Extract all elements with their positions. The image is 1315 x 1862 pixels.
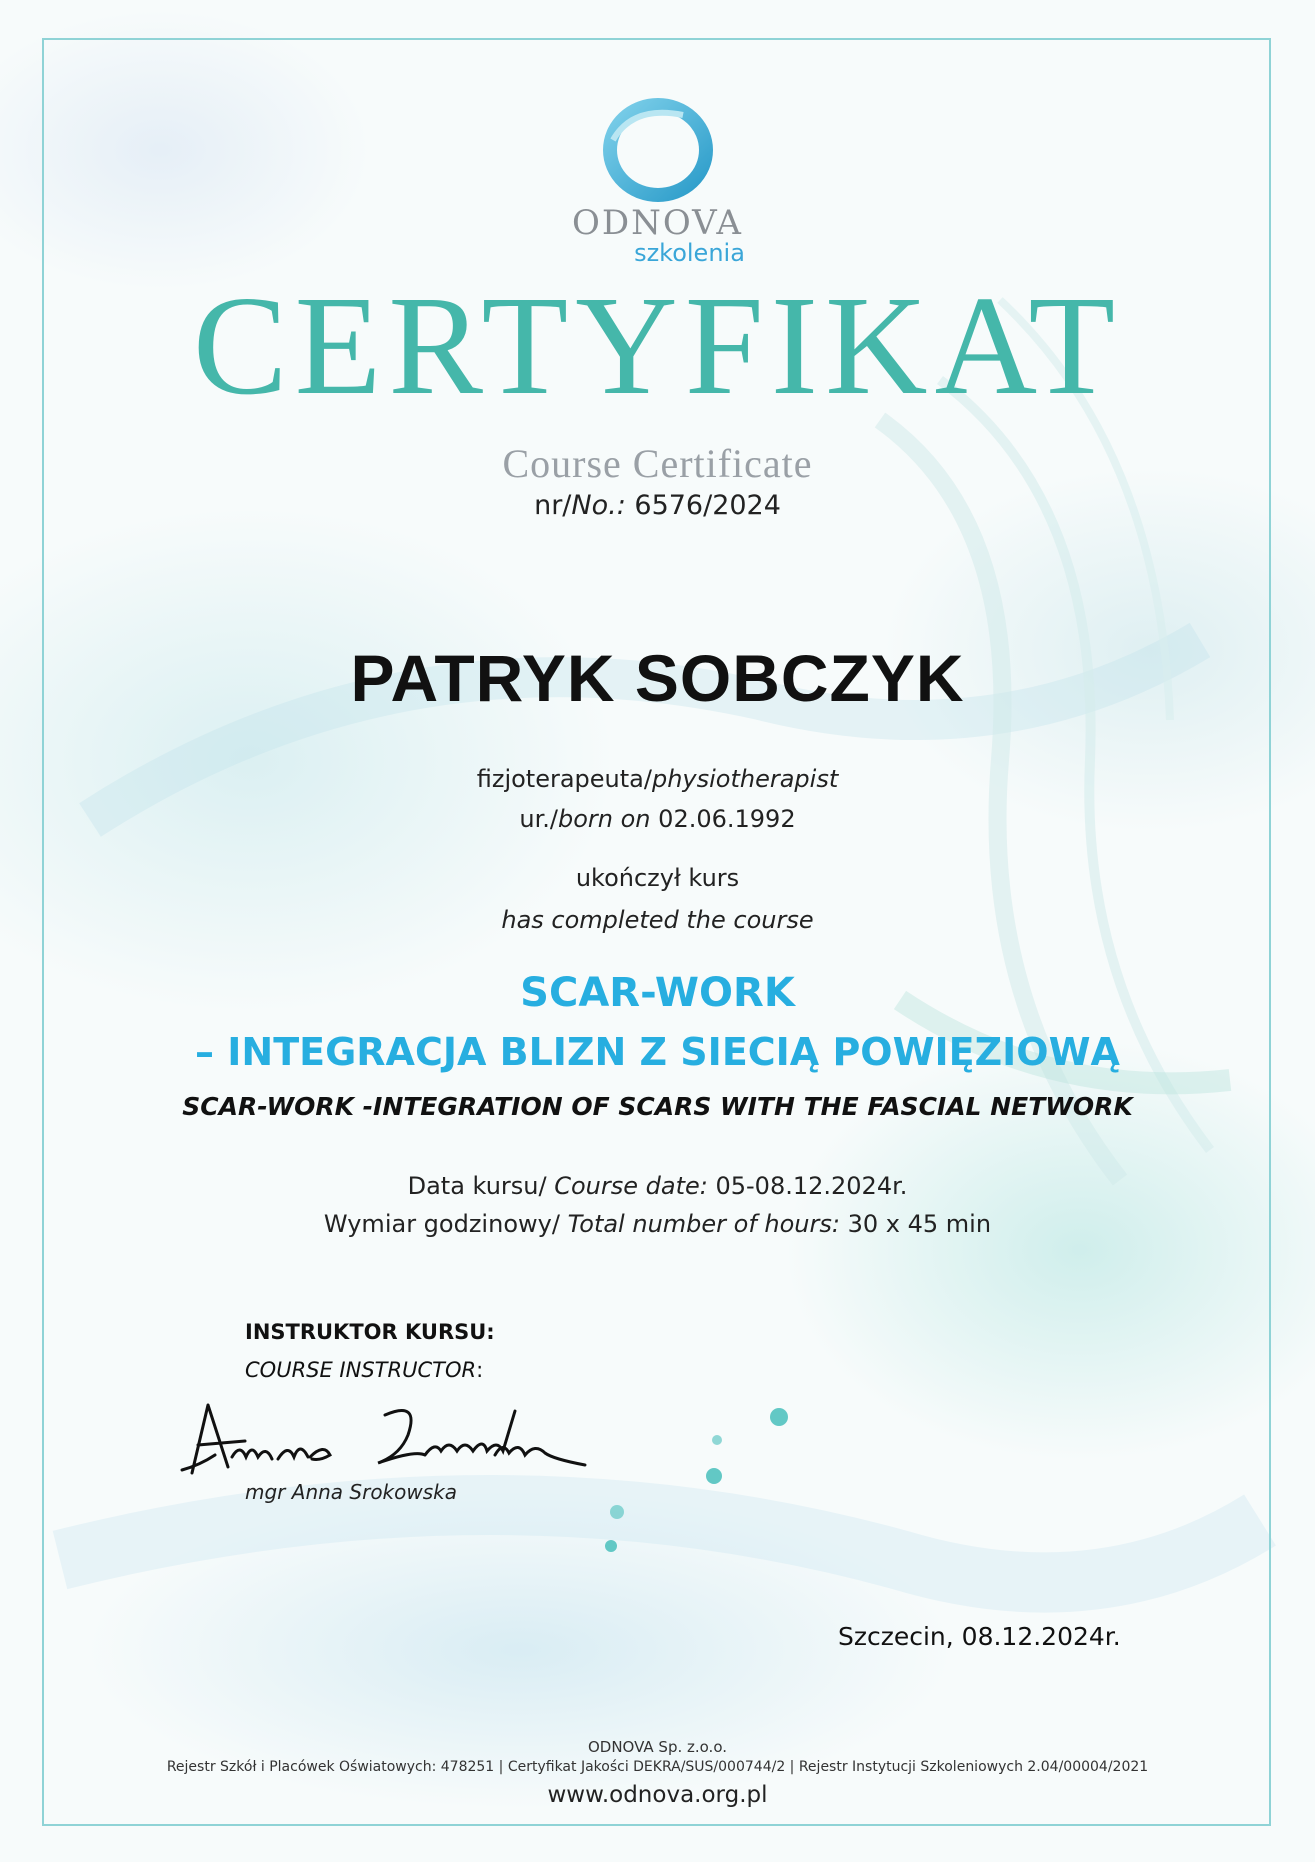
certificate-subtitle: Course Certificate [502, 441, 813, 486]
decorative-dot [770, 1408, 788, 1426]
decorative-dot [605, 1540, 617, 1552]
completed-text-en: has completed the course [501, 906, 814, 934]
certificate-title: CERTYFIKAT [192, 266, 1123, 424]
footer-registry: Rejestr Szkół i Placówek Oświatowych: 478251 | Certyfikat Jakości DEKRA/SUS/000744/2 | Rejestr Instytucji Szkoleniowych 2.04/00004/2021 [166, 1759, 1149, 1775]
profession-en: physiotherapist [651, 765, 839, 793]
course-hours-value: 30 x 45 min [847, 1210, 992, 1238]
logo-swirl-icon [593, 95, 723, 205]
certificate-number-prefix-pl: nr/ [534, 490, 572, 521]
decorative-dot [610, 1505, 624, 1519]
certificate-number-value: 6576/2024 [634, 490, 781, 521]
course-date [0, 1172, 1315, 1200]
course-date-value: 05-08.12.2024r. [715, 1172, 908, 1200]
course-date-label-en: Course date: [554, 1172, 708, 1200]
course-title-english: SCAR-WORK -INTEGRATION OF SCARS WITH THE FASCIAL NETWORK [182, 1092, 1133, 1121]
course-title-line2: – INTEGRACJA BLIZN Z SIECIĄ POWIĘZIOWĄ [195, 1030, 1120, 1074]
instructor-label-en-text: COURSE INSTRUCTOR [245, 1358, 477, 1382]
certificate-number [0, 490, 1315, 521]
odnova-logo [0, 95, 1315, 265]
footer-company: ODNOVA Sp. z.o.o. [587, 1738, 728, 1756]
recipient-name: PATRYK SOBCZYK [350, 641, 965, 715]
instructor-label-colon: : [476, 1358, 484, 1382]
course-date-label-pl: Data kursu/ [407, 1172, 547, 1200]
logo-brand-subtitle: szkolenia [634, 239, 745, 267]
born-date: 02.06.1992 [658, 805, 796, 833]
born-en: born on [558, 805, 651, 833]
decorative-dot [706, 1468, 722, 1484]
place-and-date: Szczecin, 08.12.2024r. [838, 1622, 1121, 1651]
footer-website-link[interactable]: www.odnova.org.pl [547, 1782, 768, 1808]
course-title-line1: SCAR-WORK [520, 970, 795, 1016]
logo-brand-name: ODNOVA [572, 203, 743, 243]
certificate-number-prefix-en: No.: [571, 490, 626, 521]
profession-pl: fizjoterapeuta/ [476, 765, 652, 793]
instructor-name: mgr Anna Srokowska [245, 1480, 457, 1504]
decorative-dot [712, 1435, 722, 1445]
instructor-label-pl: INSTRUKTOR KURSU: [245, 1320, 495, 1344]
recipient-profession [0, 765, 1315, 793]
course-hours-label-pl: Wymiar godzinowy/ [323, 1210, 560, 1238]
course-hours-label-en: Total number of hours: [567, 1210, 840, 1238]
completed-text-pl: ukończył kurs [575, 864, 740, 892]
course-hours [0, 1210, 1315, 1238]
born-pl: ur./ [519, 805, 558, 833]
instructor-label-en [245, 1358, 483, 1382]
recipient-birthdate [0, 805, 1315, 833]
